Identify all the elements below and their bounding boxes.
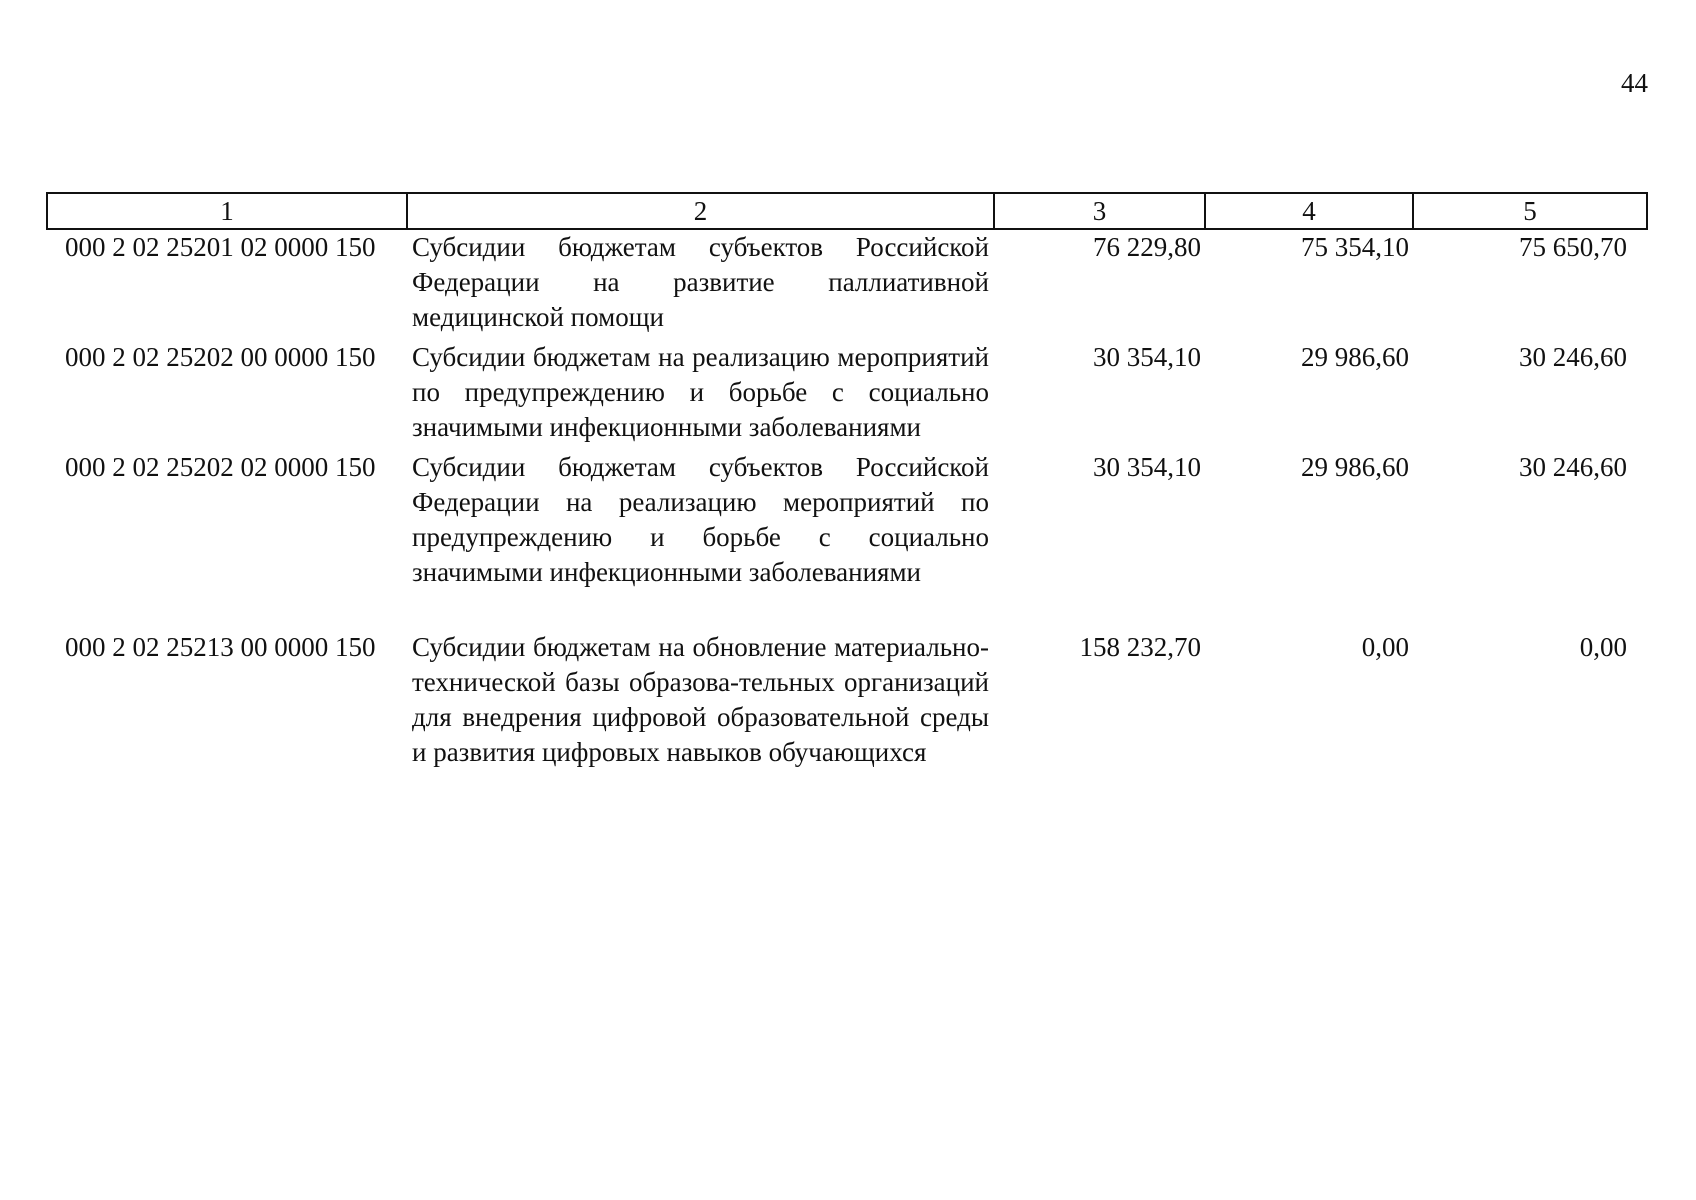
table-row xyxy=(47,340,1647,450)
row-description: Субсидии бюджетам субъектов Российской Федерации на реализацию мероприятий по предупреждению и борьбе с социально значимыми инфекционными заболеваниями xyxy=(412,452,989,587)
value-col3: 158 232,70 xyxy=(1079,632,1201,662)
budget-table xyxy=(46,192,1648,775)
budget-code: 000 2 02 25201 02 0000 150 xyxy=(65,232,376,262)
column-header-1: 1 xyxy=(47,193,407,229)
column-header-5: 5 xyxy=(1413,193,1647,229)
table-row xyxy=(47,630,1647,775)
value-col3: 30 354,10 xyxy=(1093,342,1201,372)
value-col5: 30 246,60 xyxy=(1519,452,1627,482)
value-col5: 0,00 xyxy=(1579,632,1627,662)
value-col4: 0,00 xyxy=(1361,632,1409,662)
value-col3: 76 229,80 xyxy=(1093,232,1201,262)
row-description: Субсидии бюджетам на обновление материально-технической базы образова-тельных организаций для внедрения цифровой образовательной среды и развития цифровых навыков обучающихся xyxy=(412,632,989,767)
value-col5: 75 650,70 xyxy=(1519,232,1627,262)
budget-code: 000 2 02 25202 00 0000 150 xyxy=(65,342,376,372)
table-row xyxy=(47,450,1647,630)
table-row xyxy=(47,229,1647,340)
table-header xyxy=(47,193,1647,229)
column-header-4: 4 xyxy=(1205,193,1413,229)
value-col4: 29 986,60 xyxy=(1301,452,1409,482)
value-col3: 30 354,10 xyxy=(1093,452,1201,482)
page-number: 44 xyxy=(1621,68,1648,98)
budget-code: 000 2 02 25202 02 0000 150 xyxy=(65,452,376,482)
row-description: Субсидии бюджетам на реализацию мероприятий по предупреждению и борьбе с социально значимыми инфекционными заболеваниями xyxy=(412,342,989,442)
value-col5: 30 246,60 xyxy=(1519,342,1627,372)
header-row xyxy=(47,193,1647,229)
column-header-3: 3 xyxy=(994,193,1205,229)
budget-code: 000 2 02 25213 00 0000 150 xyxy=(65,632,376,662)
row-description: Субсидии бюджетам субъектов Российской Федерации на развитие паллиативной медицинской помощи xyxy=(412,232,989,332)
value-col4: 75 354,10 xyxy=(1301,232,1409,262)
column-header-2: 2 xyxy=(407,193,994,229)
table-body xyxy=(47,229,1647,775)
value-col4: 29 986,60 xyxy=(1301,342,1409,372)
